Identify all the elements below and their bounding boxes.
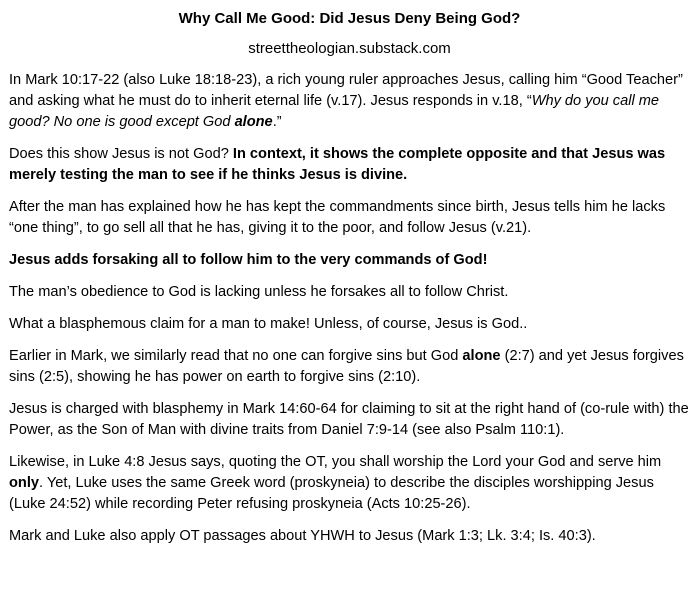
paragraph-1-text: In Mark 10:17-22 (also Luke 18:18-23), a rich young ruler approaches Jesus, calling him “Good Teacher” and asking what he must do to inherit eternal life (v.17). Jesus responds in v.18, “: [9, 72, 683, 109]
paragraph-7-text-a: Earlier in Mark, we similarly read that no one can forgive sins but God: [9, 348, 463, 364]
paragraph-9-text-a: Likewise, in Luke 4:8 Jesus says, quoting the OT, you shall worship the Lord your God and serve him: [9, 454, 662, 470]
paragraph-1-end: .”: [272, 114, 282, 130]
paragraph-4: [9, 250, 690, 271]
document-title: Why Call Me Good: Did Jesus Deny Being God?: [178, 10, 521, 27]
paragraph-5: The man’s obedience to God is lacking unless he forsakes all to follow Christ.: [9, 284, 509, 300]
paragraph-1-quote-emphasis: alone: [234, 114, 273, 130]
paragraph-3: After the man has explained how he has kept the commandments since birth, Jesus tells him he lacks “one thing”, to go sell all that he has, giving it to the poor, and follow Jesus (v.21).: [9, 199, 666, 236]
paragraph-2: [9, 144, 690, 186]
paragraph-9-text-b: . Yet, Luke uses the same Greek word (proskyneia) to describe the disciples worshipping Jesus (Luke 24:52) while recording Peter refusing proskyneia (Acts 10:25-26).: [9, 475, 654, 512]
paragraph-9: [9, 452, 690, 515]
paragraph-6: What a blasphemous claim for a man to make! Unless, of course, Jesus is God..: [9, 316, 528, 332]
paragraph-10: Mark and Luke also apply OT passages about YHWH to Jesus (Mark 1:3; Lk. 3:4; Is. 40:3).: [9, 528, 596, 544]
paragraph-7-emphasis: alone: [462, 348, 501, 364]
paragraph-7: [9, 346, 690, 388]
paragraph-4-emphasis: Jesus adds forsaking all to follow him to the very commands of God!: [9, 252, 488, 268]
paragraph-1-quote-text: Why do you call me good? No one is good except God: [9, 93, 660, 130]
paragraph-7-text-b: (2:7) and yet Jesus forgives sins (2:5), showing he has power on earth to forgive sins (2:10).: [9, 348, 684, 385]
paragraph-1: [9, 70, 690, 133]
paragraph-2-text: Does this show Jesus is not God?: [9, 146, 233, 162]
paragraph-9-emphasis: only: [9, 475, 39, 491]
source-url: streettheologian.substack.com: [248, 40, 451, 57]
paragraph-2-emphasis: In context, it shows the complete opposite and that Jesus was merely testing the man to see if he thinks Jesus is divine.: [9, 146, 666, 183]
paragraph-8: Jesus is charged with blasphemy in Mark 14:60-64 for claiming to sit at the right hand of (co-rule with) the Power, as the Son of Man with divine traits from Daniel 7:9-14 (see also Psalm 110:1).: [9, 401, 689, 438]
